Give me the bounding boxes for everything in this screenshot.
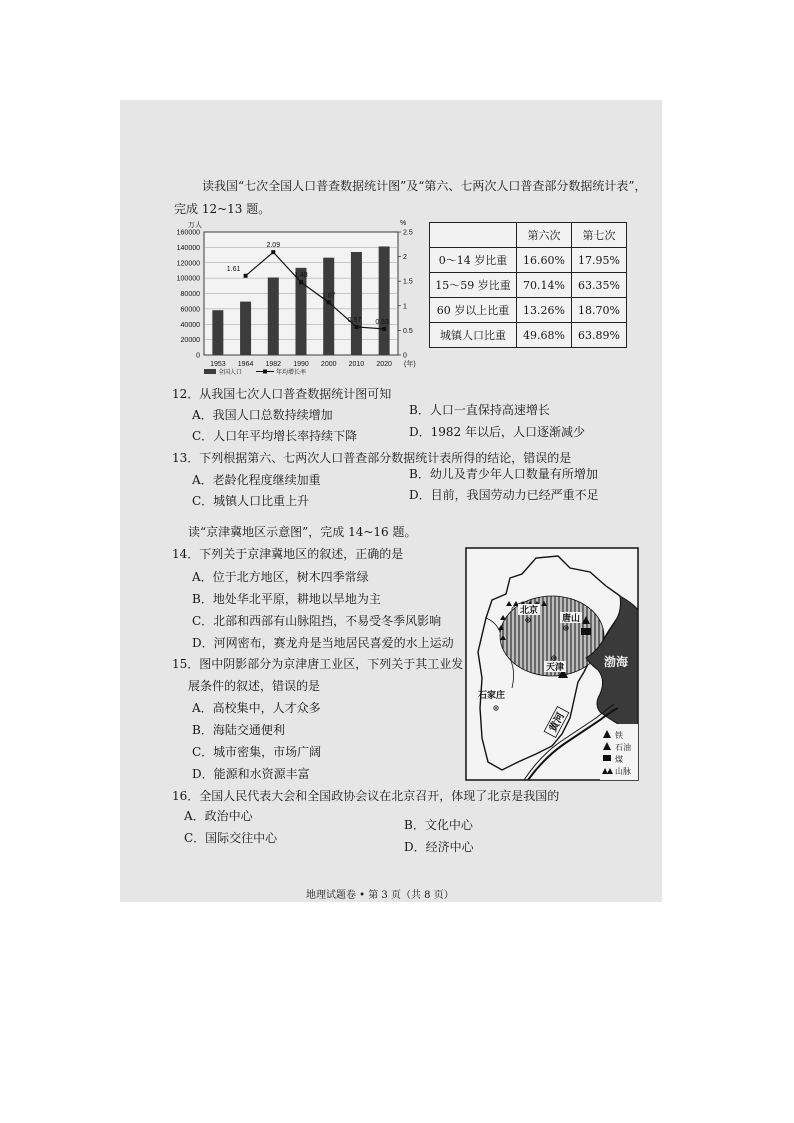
right-axis-unit: % [400, 220, 407, 227]
table-header-cell [430, 223, 517, 248]
table-cell: 63.35% [572, 273, 627, 298]
table-cell: 15～59 岁比重 [430, 273, 517, 298]
question-15-option-c: C．城市密集，市场广阔 [192, 745, 322, 759]
left-axis-tick-label: 140000 [176, 244, 200, 252]
question-16-option-a: A．政治中心 [184, 809, 253, 823]
population-bar [268, 277, 279, 355]
legend-iron-label: 铁 [615, 731, 623, 740]
legend-oil-label: 石油 [615, 743, 631, 752]
question-14-stem: 14．下列关于京津冀地区的叙述，正确的是 [172, 547, 404, 561]
right-axis-tick-label: 0 [403, 352, 407, 360]
growth-rate-point [382, 327, 386, 331]
exam-page [120, 100, 662, 902]
question-13-option-c: C．城镇人口比重上升 [192, 494, 310, 508]
city-label-tangshan: 唐山 [562, 613, 581, 623]
table-row [430, 248, 627, 273]
growth-rate-data-label: 0.57 [347, 316, 362, 324]
question-12-stem: 12．从我国七次人口普查数据统计图可知 [172, 387, 392, 401]
intro-text-1-cont: 完成 12~13 题。 [174, 202, 271, 216]
right-axis-tick-label: 2 [403, 254, 407, 262]
question-12-option-b: B．人口一直保持高速增长 [409, 403, 550, 417]
question-15-option-a: A．高校集中，人才众多 [192, 701, 321, 715]
table-row [430, 273, 627, 298]
table-cell: 49.68% [517, 323, 572, 348]
question-16-option-b: B．文化中心 [404, 818, 473, 832]
x-axis-tick-label: 2020 [376, 361, 392, 368]
right-axis-tick-label: 1.5 [403, 278, 413, 286]
question-15-stem: 15．图中阴影部分为京津唐工业区，下列关于其工业发 [172, 657, 464, 671]
growth-rate-data-label: 1.07 [321, 292, 336, 300]
intro-text-2: 读“京津冀地区示意图”，完成 14~16 题。 [188, 525, 417, 539]
table-header-cell: 第六次 [517, 223, 572, 248]
question-12-option-a: A．我国人口总数持续增加 [192, 408, 333, 422]
legend-mountain-label: 山脉 [615, 767, 631, 776]
table-cell: 16.60% [517, 248, 572, 273]
question-15-option-d: D．能源和水资源丰富 [192, 767, 310, 781]
question-14-option-a: A．位于北方地区，树木四季常绿 [192, 570, 369, 584]
left-axis-tick-label: 0 [196, 352, 200, 360]
question-16-option-c: C．国际交往中心 [184, 831, 278, 845]
question-13-option-d: D．目前，我国劳动力已经严重不足 [409, 488, 599, 502]
question-12-option-c: C．人口年平均增长率持续下降 [192, 429, 358, 443]
sea-label: 渤海 [604, 655, 629, 669]
left-axis-tick-label: 60000 [180, 306, 200, 314]
left-axis-tick-label: 100000 [176, 275, 200, 283]
table-cell: 城镇人口比重 [430, 323, 517, 348]
table-cell: 18.70% [572, 298, 627, 323]
left-axis-unit: 万人 [188, 222, 202, 229]
jingjinji-map [466, 548, 638, 780]
table-row [430, 298, 627, 323]
legend-bar-label: 全国人口 [218, 370, 243, 376]
x-axis-unit: (年) [404, 361, 416, 368]
left-axis-tick-label: 40000 [180, 321, 200, 329]
table-cell: 70.14% [517, 273, 572, 298]
x-axis-tick-label: 1953 [210, 361, 226, 368]
table-header-row [430, 223, 627, 248]
question-16-option-d: D．经济中心 [404, 840, 474, 854]
census-table [429, 222, 627, 348]
legend-coal-label: 煤 [615, 755, 623, 764]
question-13-option-b: B．幼儿及青少年人口数量有所增加 [409, 467, 598, 481]
question-14-option-c: C．北部和西部有山脉阻挡，不易受冬季风影响 [192, 614, 442, 628]
question-16-stem: 16．全国人民代表大会和全国政协会议在北京召开，体现了北京是我国的 [172, 789, 560, 803]
population-bar [379, 246, 390, 355]
city-label-shijiazhuang: 石家庄 [478, 690, 506, 700]
question-13-option-a: A．老龄化程度继续加重 [192, 473, 321, 487]
legend-line-label: 年均增长率 [276, 370, 307, 376]
x-axis-tick-label: 1982 [265, 361, 282, 368]
question-14-option-b: B．地处华北平原，耕地以旱地为主 [192, 592, 381, 606]
question-15-option-b: B．海陆交通便利 [192, 723, 285, 737]
table-header-cell: 第七次 [572, 223, 627, 248]
city-label-beijing: 北京 [520, 605, 539, 615]
population-bar [212, 310, 223, 355]
river-label: 黄河 [547, 711, 567, 734]
city-label-tianjin: 天津 [546, 662, 565, 672]
x-axis-tick-label: 2010 [348, 361, 365, 368]
x-axis-tick-label: 1964 [237, 361, 254, 368]
growth-rate-data-label: 1.48 [294, 272, 308, 280]
left-axis-tick-label: 20000 [180, 337, 200, 345]
growth-rate-point [354, 325, 358, 329]
population-bar [351, 252, 362, 355]
table-cell: 60 岁以上比重 [430, 298, 517, 323]
growth-rate-point [299, 280, 303, 284]
growth-rate-point [271, 250, 275, 254]
right-axis-tick-label: 0.5 [403, 327, 413, 335]
question-13-stem: 13．下列根据第六、七两次人口普查部分数据统计表所得的结论，错误的是 [172, 451, 572, 465]
right-axis-tick-label: 1 [403, 303, 407, 311]
population-bar [240, 302, 251, 355]
right-axis-tick-label: 2.5 [403, 229, 413, 237]
page-footer: 地理试题卷 • 第 3 页（共 8 页） [306, 890, 454, 901]
legend-bar-swatch [204, 369, 216, 374]
table-row [430, 323, 627, 348]
left-axis-tick-label: 80000 [180, 291, 200, 298]
x-axis-tick-label: 2000 [320, 361, 337, 368]
legend-coal-icon [603, 755, 611, 761]
coal-symbol [581, 628, 591, 635]
x-axis-tick-label: 1990 [293, 361, 309, 368]
intro-text-1: 读我国“七次全国人口普查数据统计图”及“第六、七两次人口普查部分数据统计表”， [202, 179, 647, 193]
table-cell: 63.89% [572, 323, 627, 348]
table-cell: 0～14 岁比重 [430, 248, 517, 273]
growth-rate-data-label: 1.61 [226, 265, 241, 273]
growth-rate-data-label: 2.09 [266, 242, 281, 250]
legend-line-marker [263, 370, 267, 374]
table-cell: 13.26% [517, 298, 572, 323]
question-14-option-d: D．河网密布，赛龙舟是当地居民喜爱的水上运动 [192, 636, 454, 650]
table-cell: 17.95% [572, 248, 627, 273]
growth-rate-point [244, 274, 248, 278]
left-axis-tick-label: 120000 [176, 260, 200, 268]
question-12-option-d: D．1982 年以后，人口逐渐减少 [409, 425, 585, 439]
left-axis-tick-label: 160000 [176, 229, 200, 237]
growth-rate-data-label: 0.53 [375, 318, 389, 326]
growth-rate-point [327, 300, 331, 304]
question-15-stem-cont: 展条件的叙述，错误的是 [188, 679, 321, 693]
